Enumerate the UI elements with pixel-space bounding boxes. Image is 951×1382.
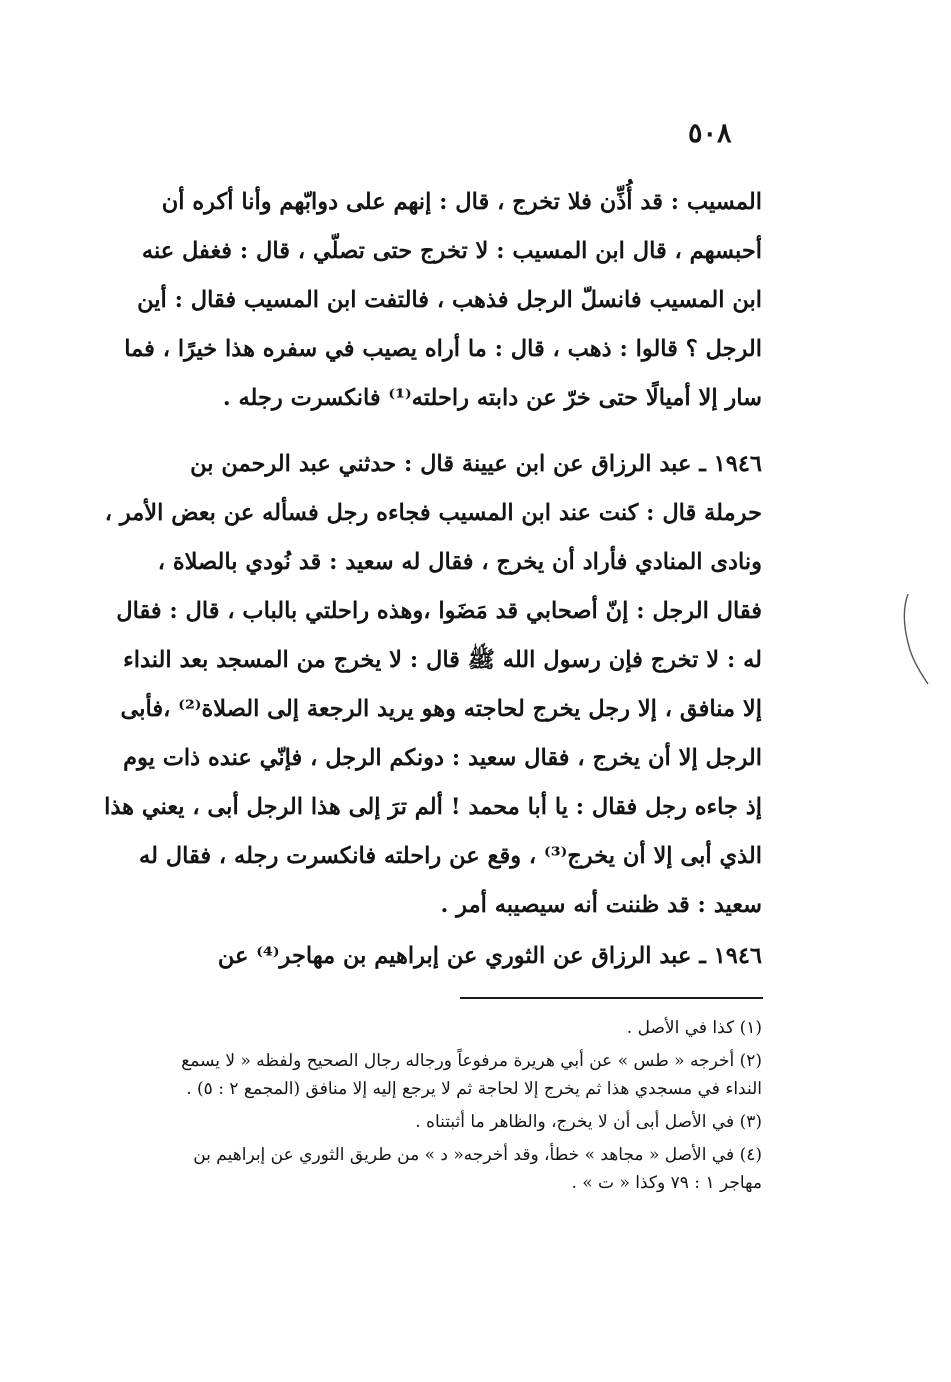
paragraph-line: الذي أبى إلا أن يخرج⁽³⁾ ، وقع عن راحلته فانكسرت رجله ، فقال له <box>139 843 762 869</box>
paragraph-line: إلا منافق ، إلا رجل يخرج لحاجته وهو يريد الرجعة إلى الصلاة⁽²⁾ ،فأبى <box>120 696 762 722</box>
footnote-3 <box>92 1108 762 1136</box>
footnote-divider <box>460 997 763 999</box>
paragraph-1 <box>92 178 762 423</box>
paragraph-2 <box>92 440 762 930</box>
paragraph-line: فقال الرجل : إنّ أصحابي قد مَضَوا ،وهذه راحلتي بالباب ، قال : فقال <box>116 598 762 624</box>
footnote-line: النداء في مسجدي هذا ثم يخرج إلا لحاجة ثم لا يرجع إليه إلا منافق (المجمع ٢ : ٥) . <box>186 1079 762 1099</box>
footnotes <box>92 1014 762 1202</box>
footnote-line: (٤) في الأصل « مجاهد » خطأ، وقد أخرجه« د » من طريق الثوري عن إبراهيم بن <box>193 1145 762 1165</box>
margin-bracket-mark <box>898 590 938 690</box>
paragraph-3 <box>92 932 762 981</box>
paragraph-line: إذ جاءه رجل فقال : يا أبا محمد ! ألم ترَ إلى هذا الرجل أبى ، يعني هذا <box>104 794 762 820</box>
paragraph-line: ونادى المنادي فأراد أن يخرج ، فقال له سعيد : قد نُودي بالصلاة ، <box>157 549 762 575</box>
footnote-4 <box>92 1141 762 1197</box>
paragraph-line: ١٩٤٦ ـ عبد الرزاق عن الثوري عن إبراهيم بن مهاجر⁽⁴⁾ عن <box>217 943 762 969</box>
footnote-2 <box>92 1047 762 1103</box>
page-number: ٥٠٨ <box>688 118 732 149</box>
paragraph-line: أحبسهم ، قال ابن المسيب : لا تخرج حتى تصلّي ، قال : فغفل عنه <box>141 238 762 264</box>
paragraph-line: ١٩٤٦ ـ عبد الرزاق عن ابن عيينة قال : حدثني عبد الرحمن بن <box>190 451 762 477</box>
paragraph-line: الرجل إلا أن يخرج ، فقال سعيد : دونكم الرجل ، فإنّي عنده ذات يوم <box>123 745 762 771</box>
paragraph-line: المسيب : قد أُذِّن فلا تخرج ، قال : إنهم على دوابّهم وأنا أكره أن <box>161 189 762 215</box>
footnote-line: (٣) في الأصل أبى أن لا يخرج، والظاهر ما أثبتناه . <box>415 1112 762 1132</box>
footnote-line: (٢) أخرجه « طس » عن أبي هريرة مرفوعاً ورجاله رجال الصحيح ولفظه « لا يسمع <box>181 1051 762 1071</box>
paragraph-line: ابن المسيب فانسلّ الرجل فذهب ، فالتفت ابن المسيب فقال : أين <box>137 287 762 313</box>
paragraph-line: له : لا تخرج فإن رسول الله ﷺ قال : لا يخرج من المسجد بعد النداء <box>123 647 762 673</box>
footnote-line: مهاجر ١ : ٧٩ وكذا « ت » . <box>571 1173 762 1193</box>
paragraph-line: سار إلا أميالًا حتى خرّ عن دابته راحلته⁽¹⁾ فانكسرت رجله . <box>222 385 762 411</box>
footnote-line: (١) كذا في الأصل . <box>626 1018 762 1038</box>
footnote-1 <box>92 1014 762 1042</box>
paragraph-line: سعيد : قد ظننت أنه سيصيبه أمر . <box>440 892 762 918</box>
paragraph-line: حرملة قال : كنت عند ابن المسيب فجاءه رجل فسأله عن بعض الأمر ، <box>104 500 762 526</box>
paragraph-line: الرجل ؟ قالوا : ذهب ، قال : ما أراه يصيب في سفره هذا خيرًا ، فما <box>124 336 762 362</box>
